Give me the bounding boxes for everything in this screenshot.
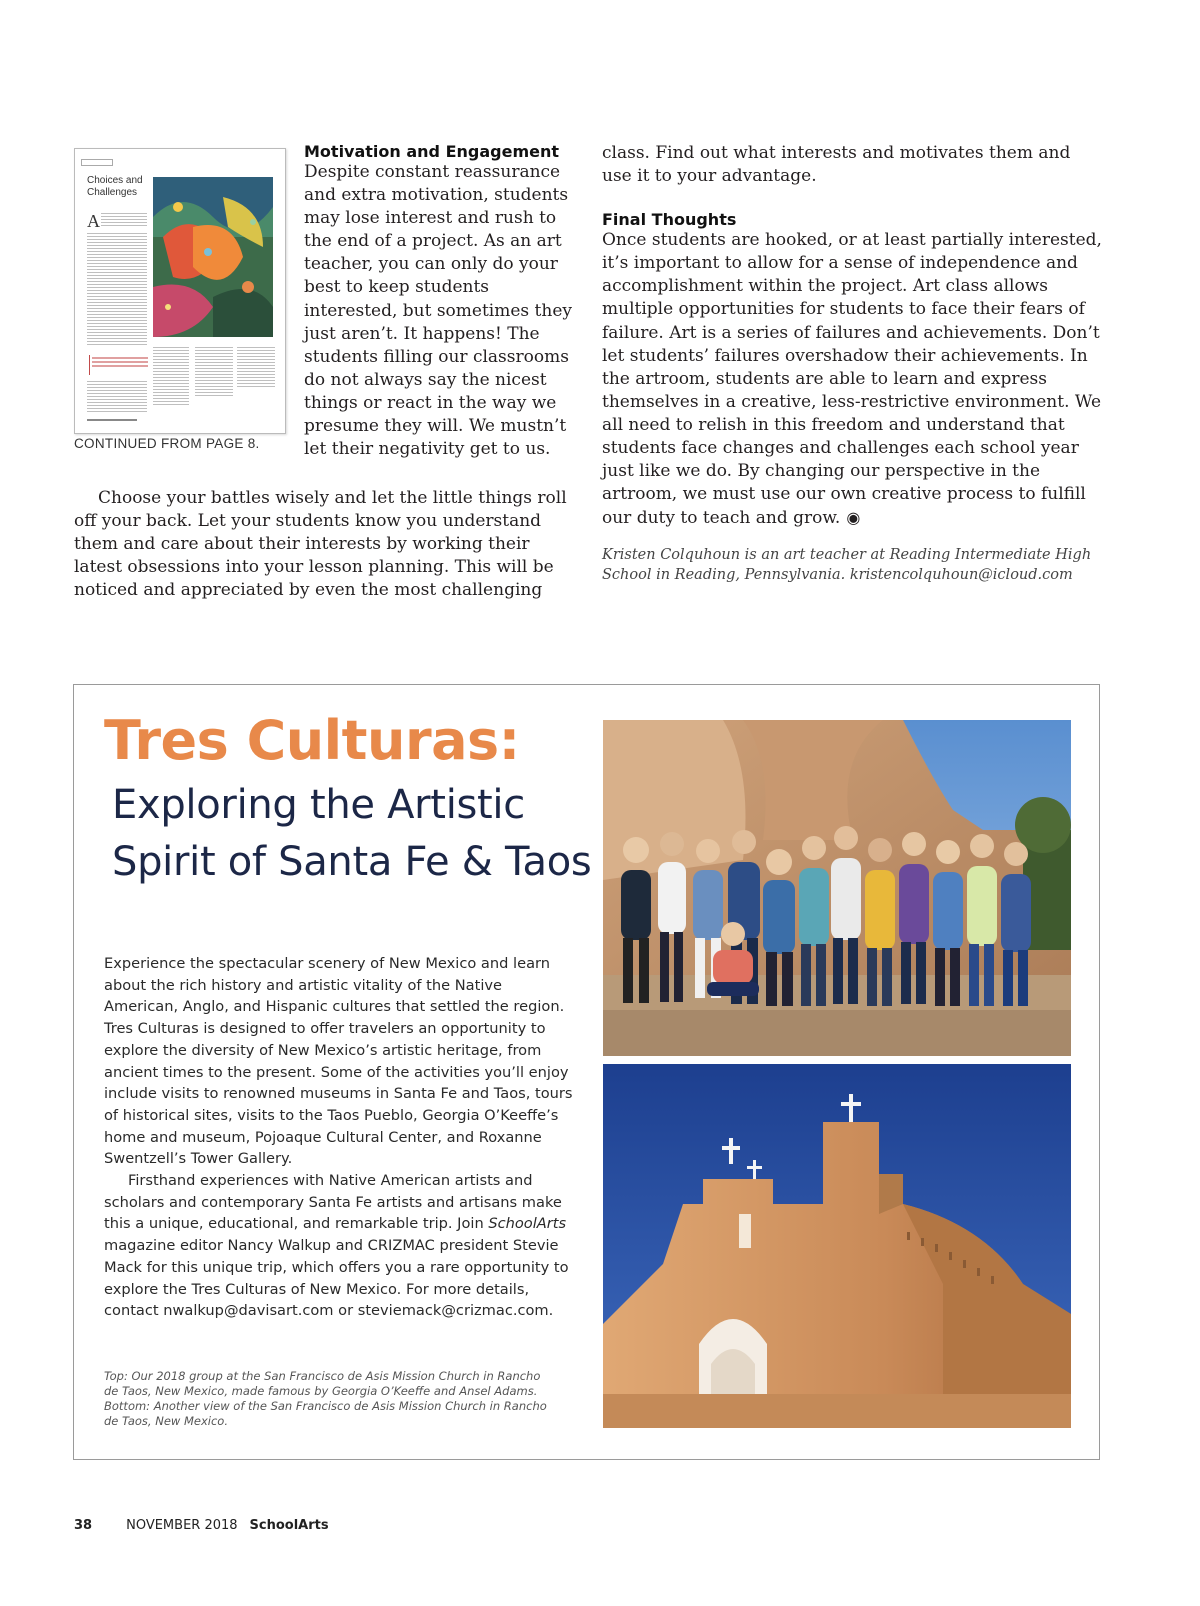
thumbnail-text-lines bbox=[195, 347, 233, 398]
group-photo-image bbox=[603, 720, 1071, 1056]
continued-from-label: CONTINUED FROM PAGE 8. bbox=[74, 436, 260, 451]
paragraph-final-thoughts bbox=[602, 229, 1102, 530]
thumbnail-pull-quote bbox=[89, 355, 148, 375]
feature-subtitle bbox=[112, 777, 592, 891]
thumbnail-text-lines bbox=[101, 213, 147, 228]
feature-paragraph-1: Experience the spectacular scenery of New Mexico and learn about the rich history and artistic vitality of the Native American, Anglo, and Hispanic cultures that settled the region. Tres Culturas is designed to offer travelers an opportunity to explore the diversity of New Mexico’s artistic heritage, from ancient times to the present. Some of the activities you’ll enjoy include visits to renowned museums in Santa Fe and Taos, tours of historical sites, visits to the Taos Pueblo, Georgia O’Keeffe’s home and museum, Pojoaque Cultural Center, and Roxanne Swentzell’s Tower Gallery. bbox=[104, 955, 573, 1168]
thumbnail-dropcap: A bbox=[87, 211, 100, 231]
feature-paragraph-2-end: magazine editor Nancy Walkup and CRIZMAC president Stevie Mack for this unique trip, which offers you a rare opportunity to explore the Tres Culturas of New Mexico. For more details, contact nwalkup@davisart.com or steviemack@crizmac.com. bbox=[104, 1237, 569, 1320]
thumbnail-kicker bbox=[81, 159, 113, 166]
feature-photo-caption: Top: Our 2018 group at the San Francisco de Asis Mission Church in Rancho de Taos, New Mexico, made famous by Georgia O’Keeffe and Ansel Adams. Bottom: Another view of the San Francisco de Asis Mission Church in Rancho de Taos, New Mexico. bbox=[104, 1369, 547, 1428]
feature-paragraph-2 bbox=[104, 1170, 574, 1322]
previous-page-thumbnail bbox=[74, 148, 286, 434]
article-column-right bbox=[602, 142, 1102, 585]
tres-culturas-feature-box bbox=[73, 684, 1100, 1460]
paragraph-final-text: Once students are hooked, or at least partially interested, it’s important to allow for a sense of independence and accomplishment within the project. Art class allows multiple opportunities for students to face their fears of failure. Art is a series of failures and achievements. Don’t let students’ failures overshadow their achievements. In the artroom, students are able to learn and express themselves in a creative, less-restrictive environment. We all need to relish in this freedom and understand that students face changes and challenges each school year just like we do. By changing our perspective in the artroom, we must use our own creative process to fulfill our duty to teach and grow. bbox=[602, 230, 1102, 529]
mission-church-image bbox=[603, 1064, 1071, 1428]
magazine-name-footer: SchoolArts bbox=[249, 1518, 329, 1533]
paragraph-motivation: Despite constant reassurance and extra motivation, students may lose interest and rush to the end of a project. As an art teacher, you can only do your best to keep students interested, but sometimes they just aren’t. It happens! The students filling our classrooms do not always say the nicest things or react in the way we presume they will. We mustn’t let their negativity get to us. bbox=[304, 162, 572, 460]
thumbnail-text-lines bbox=[153, 347, 189, 407]
section-heading-final-thoughts: Final Thoughts bbox=[602, 210, 737, 230]
feature-title: Tres Culturas: bbox=[104, 709, 520, 772]
paragraph-battles: Choose your battles wisely and let the little things roll off your back. Let your students know you understand them and care about their interests by working their latest obsessions into your lesson planning. This will be noticed and appreciated by even the most challenging bbox=[74, 488, 567, 601]
issue-date: NOVEMBER 2018 bbox=[126, 1518, 238, 1533]
feature-subtitle-line-2: Spirit of Santa Fe & Taos bbox=[112, 839, 592, 885]
article-column-wide bbox=[74, 487, 576, 602]
page-number: 38 bbox=[74, 1518, 93, 1533]
thumbnail-text-lines bbox=[237, 347, 275, 389]
magazine-name: SchoolArts bbox=[488, 1215, 567, 1233]
feature-subtitle-line-1: Exploring the Artistic bbox=[112, 782, 525, 828]
author-bio: Kristen Colquhoun is an art teacher at Reading Intermediate High School in Reading, Pennsylvania. kristencolquhoun@icloud.com bbox=[602, 547, 1092, 583]
thumbnail-text-lines bbox=[87, 381, 147, 414]
thumbnail-artwork-image bbox=[153, 177, 273, 337]
paragraph-class: class. Find out what interests and motivates them and use it to your advantage. bbox=[602, 143, 1071, 187]
article-column-narrow bbox=[304, 142, 580, 461]
thumbnail-footer-mark bbox=[87, 419, 137, 421]
thumbnail-title: Choices and Challenges bbox=[87, 175, 143, 198]
feature-paragraph-2-start: Firsthand experiences with Native American artists and scholars and contemporary Santa Fe artists and artisans make this a unique, educational, and remarkable trip. Join bbox=[104, 1172, 562, 1233]
thumbnail-text-lines bbox=[87, 233, 147, 347]
section-heading-motivation: Motivation and Engagement bbox=[304, 142, 560, 161]
feature-body bbox=[104, 953, 574, 1322]
page-footer bbox=[74, 1518, 329, 1533]
eye-icon: ◉ bbox=[846, 508, 861, 528]
